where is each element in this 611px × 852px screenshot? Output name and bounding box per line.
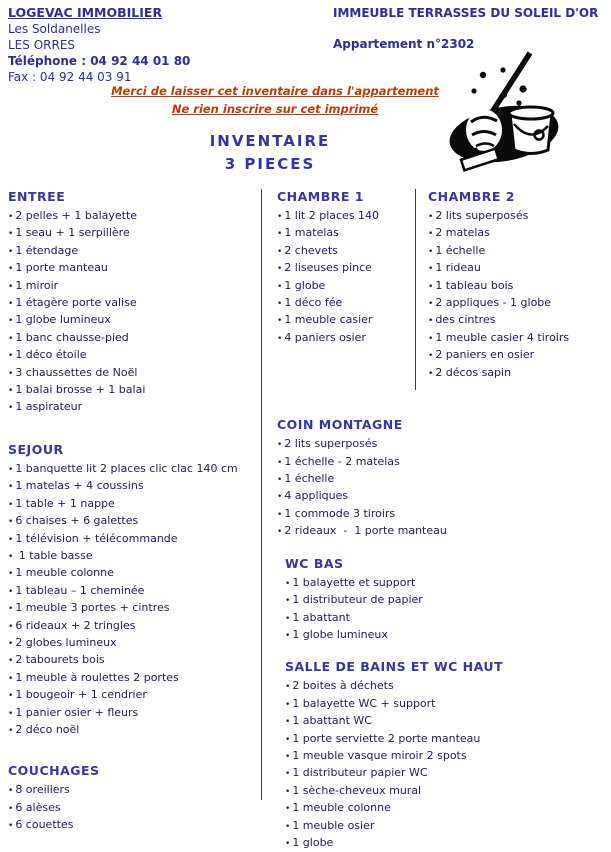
section-title-wc-bas: WC BAS <box>285 555 344 571</box>
inventory-item <box>285 610 607 627</box>
item-text: 1 commode 3 tiroirs <box>284 506 396 520</box>
bullet-icon: • <box>428 212 434 222</box>
inventory-item <box>428 208 608 225</box>
bullet-icon: • <box>8 482 14 493</box>
inventory-item <box>8 548 258 565</box>
item-text: 1 étagère porte valise <box>15 296 137 310</box>
inventory-item <box>285 575 607 592</box>
item-text: 1 meuble 3 portes + cintres <box>15 601 170 615</box>
bullet-icon: • <box>285 682 291 693</box>
item-text: 2 déco noël <box>15 722 80 736</box>
inventory-item <box>277 454 607 471</box>
inventory-item <box>8 312 258 329</box>
item-text: 1 déco fée <box>284 296 343 310</box>
section-title-coin-montagne: COIN MONTAGNE <box>277 417 403 433</box>
bullet-icon: • <box>8 708 14 719</box>
item-text: 1 miroir <box>15 278 59 292</box>
bullet-icon: • <box>285 804 291 815</box>
inventory-item <box>8 705 258 722</box>
section-title-chambre-2: CHAMBRE 2 <box>428 189 515 204</box>
inventory-item <box>277 523 607 540</box>
bullet-icon: • <box>285 821 291 832</box>
section-chambre-2 <box>428 190 608 382</box>
section-title-couchages: COUCHAGES <box>8 763 100 779</box>
item-text: 2 globes lumineux <box>15 635 117 649</box>
inventory-item <box>285 748 607 765</box>
bullet-icon: • <box>8 212 14 222</box>
item-text: 1 table basse <box>15 548 93 562</box>
item-text: 1 échelle - 2 matelas <box>284 454 400 468</box>
item-text: 1 porte manteau <box>15 261 108 275</box>
item-text: 1 abattant WC <box>292 714 372 728</box>
bullet-icon: • <box>8 351 14 362</box>
inventory-item <box>8 399 258 416</box>
inventory-item <box>277 436 607 453</box>
item-text: 1 globe <box>284 278 326 292</box>
bullet-icon: • <box>277 281 283 292</box>
inventory-item <box>8 687 258 704</box>
bullet-icon: • <box>8 246 14 257</box>
inventory-item <box>8 243 258 260</box>
bullet-icon: • <box>277 264 283 275</box>
bullet-icon: • <box>8 386 14 397</box>
inventory-item <box>8 278 258 295</box>
item-text: 1 balayette et support <box>292 575 416 589</box>
item-text: des cintres <box>435 313 496 327</box>
bullet-icon: • <box>8 586 14 597</box>
bullet-icon: • <box>8 229 14 240</box>
bullet-icon: • <box>277 492 283 503</box>
inventory-item <box>285 627 607 644</box>
section-salle-de-bains <box>277 660 607 852</box>
inventory-item <box>8 583 258 600</box>
item-text: 2 liseuses pince <box>284 261 372 275</box>
item-text: 1 tableau – 1 cheminée <box>15 583 145 597</box>
item-text: 2 lits superposés <box>284 437 378 451</box>
bullet-icon: • <box>428 246 434 257</box>
inventory-item <box>8 652 258 669</box>
agency-header <box>8 5 190 85</box>
section-coin-montagne <box>277 418 607 540</box>
item-text: 2 matelas <box>435 226 490 240</box>
inventory-item <box>285 765 607 782</box>
title-line-2: 3 PIECES <box>224 155 316 173</box>
bullet-icon: • <box>8 534 14 545</box>
bullet-icon: • <box>428 316 434 327</box>
apartment-number: Appartement n°2302 <box>333 37 475 51</box>
item-text: 2 paniers en osier <box>435 348 535 362</box>
bullet-icon: • <box>285 613 291 624</box>
bullet-icon: • <box>428 368 434 379</box>
inventory-item <box>8 670 258 687</box>
bullet-icon: • <box>285 717 291 728</box>
bullet-icon: • <box>8 281 14 292</box>
inventory-item <box>428 365 608 382</box>
section-couchages <box>8 764 258 834</box>
item-text: 1 panier osier + fleurs <box>15 705 139 719</box>
inventory-item <box>8 496 258 513</box>
inventory-item <box>8 817 258 834</box>
bullet-icon: • <box>8 368 14 379</box>
item-text: 1 échelle <box>284 472 335 486</box>
inventory-item <box>8 260 258 277</box>
inventory-item <box>428 278 608 295</box>
bullet-icon: • <box>8 786 14 797</box>
section-title-salle-de-bains: SALLE DE BAINS ET WC HAUT <box>285 659 504 675</box>
bullet-icon: • <box>428 229 434 240</box>
item-text: 6 chaises + 6 galettes <box>15 514 139 528</box>
item-text: 2 lits superposés <box>435 209 529 222</box>
inventory-item <box>277 488 607 505</box>
bullet-icon: • <box>8 517 14 528</box>
bullet-icon: • <box>8 821 14 832</box>
inventory-item <box>8 225 258 242</box>
item-text: 1 distributeur de papier <box>292 593 423 607</box>
inventory-item <box>8 618 258 635</box>
bullet-icon: • <box>428 333 434 344</box>
section-entree <box>8 190 258 417</box>
item-text: 1 distributeur papier WC <box>292 766 428 780</box>
item-text: 1 lit 2 places 140 <box>284 209 380 222</box>
bullet-icon: • <box>277 440 283 451</box>
item-text: 4 appliques <box>284 489 349 503</box>
column-divider-left <box>261 189 262 800</box>
bullet-icon: • <box>285 786 291 797</box>
inventory-item <box>8 600 258 617</box>
item-text: 2 décos sapin <box>435 365 512 379</box>
item-text: 2 tabourets bois <box>15 653 105 667</box>
phone-line: Téléphone : 04 92 44 01 80 <box>8 54 191 68</box>
item-text: 2 boites à déchets <box>292 679 394 693</box>
inventory-item <box>8 478 258 495</box>
bullet-icon: • <box>277 509 283 520</box>
inventory-item <box>8 382 258 399</box>
bullet-icon: • <box>277 333 283 344</box>
bullet-icon: • <box>8 299 14 310</box>
section-wc-bas <box>277 557 607 645</box>
inventory-item <box>428 330 608 347</box>
bullet-icon: • <box>8 691 14 702</box>
building-name: IMMEUBLE TERRASSES DU SOLEIL D'OR <box>333 6 599 20</box>
item-text: 4 paniers osier <box>284 330 366 344</box>
inventory-item <box>285 818 607 835</box>
inventory-item <box>277 506 607 523</box>
bullet-icon: • <box>8 656 14 667</box>
inventory-item <box>8 782 258 799</box>
inventory-item <box>8 722 258 739</box>
item-text: 1 déco étoile <box>15 348 87 362</box>
bullet-icon: • <box>277 229 283 240</box>
item-text: 1 meuble à roulettes 2 portes <box>15 670 179 684</box>
residence-name: Les Soldanelles <box>8 22 101 36</box>
section-title-sejour: SEJOUR <box>8 441 64 457</box>
item-text: 1 échelle <box>435 243 486 257</box>
section-sejour <box>8 443 258 740</box>
bullet-icon: • <box>8 499 14 510</box>
document-title <box>145 130 395 176</box>
inventory-item <box>428 295 608 312</box>
inventory-item <box>285 800 607 817</box>
bullet-icon: • <box>8 621 14 632</box>
city-name: LES ORRES <box>8 38 76 52</box>
item-text: 1 aspirateur <box>15 400 83 414</box>
item-text: 1 banc chausse-pied <box>15 330 129 344</box>
inventory-item <box>8 635 258 652</box>
bullet-icon: • <box>285 838 291 849</box>
item-text: 2 pelles + 1 balayette <box>15 209 138 222</box>
inventory-item <box>428 347 608 364</box>
inventory-item <box>8 365 258 382</box>
building-header <box>333 6 598 51</box>
item-text: 1 globe lumineux <box>15 313 111 327</box>
bullet-icon: • <box>277 475 283 486</box>
inventory-item <box>285 783 607 800</box>
title-line-1: INVENTAIRE <box>209 132 331 150</box>
item-text: 1 tableau bois <box>435 278 514 292</box>
item-text: 1 globe <box>292 835 334 849</box>
section-title-chambre-1: CHAMBRE 1 <box>277 189 364 204</box>
item-text: 1 seau + 1 serpillère <box>15 226 130 240</box>
bullet-icon: • <box>285 751 291 762</box>
bullet-icon: • <box>277 527 283 538</box>
inventory-item <box>428 243 608 260</box>
item-text: 6 alèses <box>15 800 61 814</box>
bullet-icon: • <box>285 578 291 589</box>
inventory-item <box>285 592 607 609</box>
item-text: 6 rideaux + 2 tringles <box>15 618 136 632</box>
bullet-icon: • <box>8 316 14 327</box>
notice-line-2: Ne rien inscrire sur cet imprimé <box>171 102 379 116</box>
inventory-item <box>8 295 258 312</box>
inventory-item <box>8 461 258 478</box>
bullet-icon: • <box>285 630 291 641</box>
bullet-icon: • <box>8 333 14 344</box>
inventory-item <box>285 713 607 730</box>
bullet-icon: • <box>8 673 14 684</box>
item-text: 2 chevets <box>284 243 338 257</box>
item-text: 2 rideaux - 1 porte manteau <box>284 524 447 538</box>
bullet-icon: • <box>428 281 434 292</box>
item-text: 3 chaussettes de Noël <box>15 365 138 379</box>
bullet-icon: • <box>8 264 14 275</box>
inventory-item <box>285 835 607 852</box>
inventory-item <box>428 260 608 277</box>
item-text: 1 télévision + télécommande <box>15 531 178 545</box>
bullet-icon: • <box>285 769 291 780</box>
inventory-column-3 <box>428 190 608 382</box>
inventory-item <box>8 513 258 530</box>
item-text: 1 banquette lit 2 places clic clac 140 cm <box>15 461 238 475</box>
bullet-icon: • <box>8 569 14 580</box>
item-text: 1 rideau <box>435 261 481 275</box>
bullet-icon: • <box>285 596 291 607</box>
bullet-icon: • <box>428 351 434 362</box>
item-text: 1 bougeoir + 1 cendrier <box>15 688 147 702</box>
inventory-item <box>8 531 258 548</box>
bullet-icon: • <box>8 464 14 475</box>
bullet-icon: • <box>8 725 14 736</box>
bullet-icon: • <box>428 264 434 275</box>
item-text: 1 porte serviette 2 porte manteau <box>292 731 481 745</box>
item-text: 1 table + 1 nappe <box>15 496 115 510</box>
inventory-item <box>8 347 258 364</box>
item-text: 1 meuble casier 4 tiroirs <box>435 330 570 344</box>
section-title-entree: ENTREE <box>8 189 66 204</box>
inventory-item <box>285 731 607 748</box>
inventory-item <box>8 565 258 582</box>
item-text: 1 meuble colonne <box>15 566 114 580</box>
inventory-item <box>8 208 258 225</box>
agency-name: LOGEVAC IMMOBILIER <box>8 5 163 20</box>
item-text: 1 matelas <box>284 226 339 240</box>
bullet-icon: • <box>277 316 283 327</box>
notice-block <box>110 82 440 118</box>
item-text: 1 meuble vasque miroir 2 spots <box>292 748 467 762</box>
item-text: 1 meuble colonne <box>292 801 391 815</box>
mop-and-bucket-clipart-icon <box>446 50 566 176</box>
inventory-item <box>428 225 608 242</box>
inventory-item <box>277 471 607 488</box>
bullet-icon: • <box>277 212 283 222</box>
item-text: 1 meuble osier <box>292 818 375 832</box>
item-text: 1 matelas + 4 coussins <box>15 479 144 493</box>
item-text: 6 couettes <box>15 818 74 832</box>
item-text: 1 balai brosse + 1 balai <box>15 383 146 397</box>
item-text: 1 étendage <box>15 243 79 257</box>
item-text: 8 oreillers <box>15 783 70 797</box>
item-text: 1 meuble casier <box>284 313 373 327</box>
inventory-column-1 <box>8 190 258 835</box>
inventory-item <box>428 312 608 329</box>
bullet-icon: • <box>285 699 291 710</box>
bullet-icon: • <box>8 803 14 814</box>
inventory-item <box>8 800 258 817</box>
item-text: 2 appliques - 1 globe <box>435 296 552 310</box>
bullet-icon: • <box>285 734 291 745</box>
inventory-item <box>8 330 258 347</box>
bullet-icon: • <box>277 299 283 310</box>
notice-line-1: Merci de laisser cet inventaire dans l'appartement <box>111 84 439 98</box>
item-text: 1 balayette WC + support <box>292 696 436 710</box>
item-text: 1 globe lumineux <box>292 627 388 641</box>
inventory-item <box>285 678 607 695</box>
bullet-icon: • <box>8 403 14 414</box>
inventory-item <box>285 696 607 713</box>
bullet-icon: • <box>8 551 14 562</box>
item-text: 1 sèche-cheveux mural <box>292 783 422 797</box>
fax-line: Fax : 04 92 44 03 91 <box>8 70 132 84</box>
bullet-icon: • <box>8 638 14 649</box>
item-text: 1 abattant <box>292 610 350 624</box>
bullet-icon: • <box>277 457 283 468</box>
bullet-icon: • <box>428 299 434 310</box>
bullet-icon: • <box>8 604 14 615</box>
bullet-icon: • <box>277 246 283 257</box>
